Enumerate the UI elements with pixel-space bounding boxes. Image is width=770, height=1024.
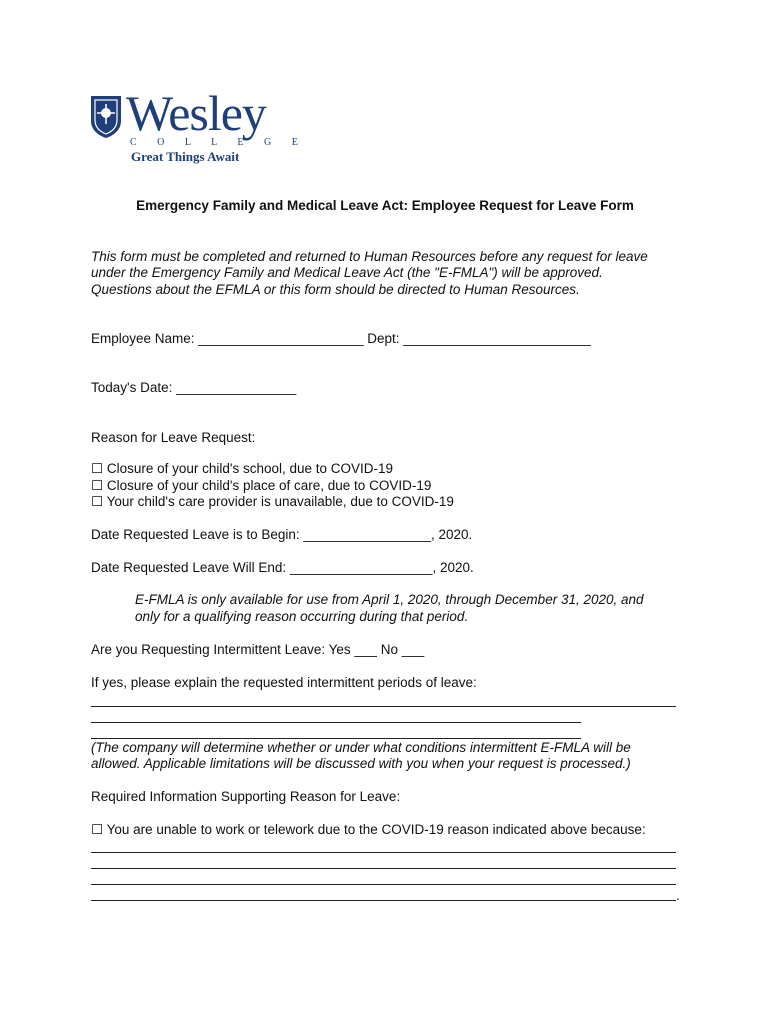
leave-end-date-field[interactable]: Date Requested Leave Will End: ___________________, 2020. (91, 560, 474, 575)
reason-answer-line-1[interactable] (91, 852, 676, 853)
leave-begin-date-field[interactable]: Date Requested Leave is to Begin: _________________, 2020. (91, 527, 473, 542)
availability-note-line-1: E-FMLA is only available for use from April 1, 2020, through December 31, 2020, and (135, 592, 644, 607)
unable-to-work-checkbox[interactable]: ☐ You are unable to work or telework due to the COVID-19 reason indicated above because: (91, 822, 646, 837)
intermittent-leave-field[interactable]: Are you Requesting Intermittent Leave: Yes ___ No ___ (91, 642, 425, 657)
reason-checkbox-care-provider[interactable]: ☐ Your child's care provider is unavailable, due to COVID-19 (91, 494, 454, 509)
explain-answer-line-1[interactable] (91, 706, 676, 707)
intro-line-1: This form must be completed and returned to Human Resources before any request for leave (91, 249, 648, 264)
form-title: Emergency Family and Medical Leave Act: Employee Request for Leave Form (136, 198, 634, 213)
company-note-line-2: allowed. Applicable limitations will be discussed with you when your request is processed.) (91, 756, 631, 771)
reason-answer-line-2[interactable] (91, 868, 676, 869)
college-logo-tagline: Great Things Await (131, 149, 240, 164)
reason-answer-line-4[interactable] (91, 900, 676, 901)
reason-heading: Reason for Leave Request: (91, 430, 256, 445)
todays-date-field[interactable]: Today's Date: ________________ (91, 380, 297, 395)
reason-answer-line-3[interactable] (91, 884, 676, 885)
college-logo-subtitle: C O L L E G E (130, 137, 307, 148)
reason-checkbox-school[interactable]: ☐ Closure of your child's school, due to COVID-19 (91, 461, 394, 476)
intro-line-2: under the Emergency Family and Medical Leave Act (the "E-FMLA") will be approved. (91, 265, 603, 280)
final-period: . (676, 888, 680, 903)
college-crest-logo (90, 95, 122, 139)
company-note-line-1: (The company will determine whether or under what conditions intermittent E-FMLA will be (91, 740, 631, 755)
employee-name-dept-field[interactable]: Employee Name: ______________________ Dept: _________________________ (91, 331, 591, 346)
reason-checkbox-place-of-care[interactable]: ☐ Closure of your child's place of care, due to COVID-19 (91, 478, 432, 493)
college-logo-wordmark: Wesley (126, 85, 266, 141)
intro-line-3: Questions about the EFMLA or this form should be directed to Human Resources. (91, 282, 580, 297)
intermittent-explain-prompt: If yes, please explain the requested intermittent periods of leave: (91, 675, 477, 690)
availability-note-line-2: only for a qualifying reason occurring during that period. (135, 609, 469, 624)
required-info-heading: Required Information Supporting Reason for Leave: (91, 789, 401, 804)
explain-answer-line-2[interactable] (91, 722, 581, 723)
